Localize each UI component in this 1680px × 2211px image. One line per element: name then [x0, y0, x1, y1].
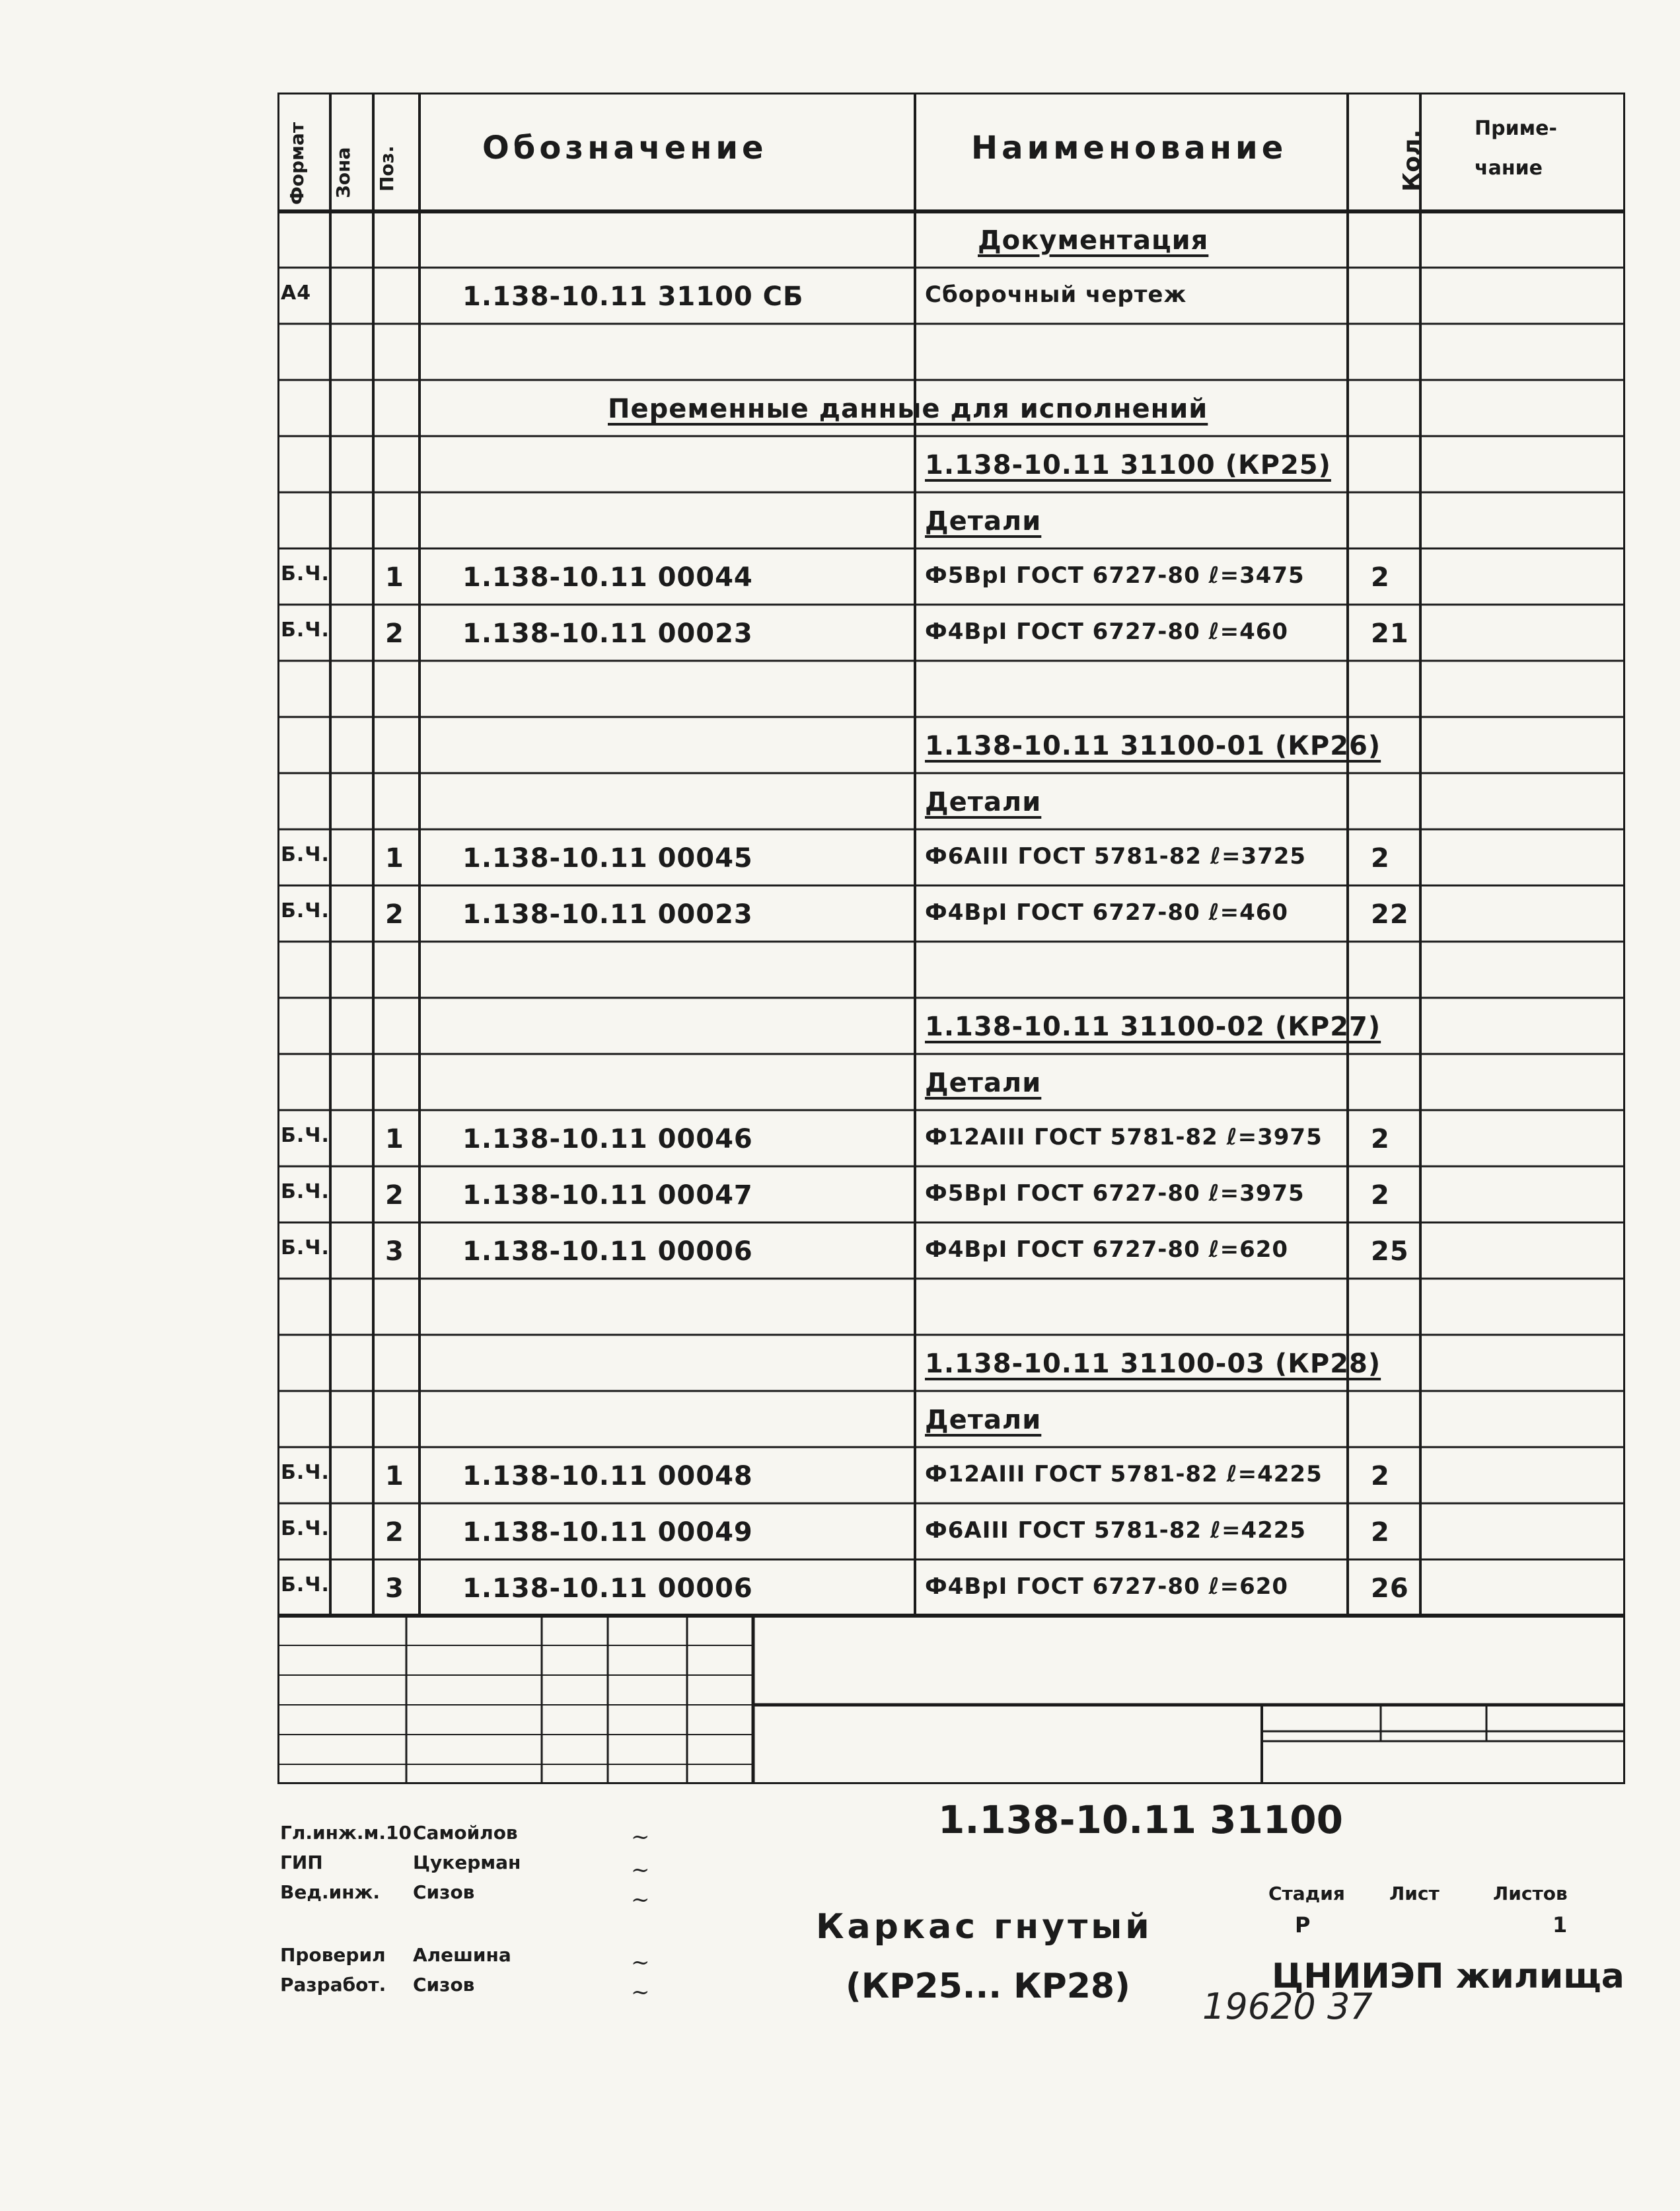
row-0-name: Документация [978, 225, 1209, 256]
row-17-fmt: Б.Ч. [281, 1180, 330, 1203]
row-23-pos: 2 [385, 1517, 404, 1548]
row-17-qty: 2 [1371, 1180, 1390, 1211]
row-18-qty: 25 [1371, 1236, 1409, 1267]
role-person: Алешина [413, 1944, 511, 1966]
row-12-name: Ф4ВрI ГОСТ 6727-80 ℓ=460 [925, 899, 1289, 926]
row-1-name: Сборочный чертеж [925, 281, 1187, 308]
header-pos: Поз. [376, 145, 398, 192]
row-11-pos: 1 [385, 843, 404, 874]
row-22-des: 1.138-10.11 00048 [462, 1461, 753, 1491]
row-23-qty: 2 [1371, 1517, 1390, 1548]
row-16-des: 1.138-10.11 00046 [462, 1124, 753, 1154]
row-24-qty: 26 [1371, 1573, 1409, 1604]
row-15-name: Детали [925, 1068, 1042, 1098]
doc-number: 1.138-10.11 31100 [938, 1797, 1343, 1842]
row-20-name: 1.138-10.11 31100-03 (КР28) [925, 1349, 1381, 1379]
row-12-fmt: Б.Ч. [281, 899, 330, 922]
row-18-name: Ф4ВрI ГОСТ 6727-80 ℓ=620 [925, 1236, 1289, 1263]
row-1-fmt: А4 [281, 281, 312, 305]
header-qty: Кол. [1399, 129, 1426, 192]
row-12-des: 1.138-10.11 00023 [462, 899, 753, 930]
row-22-qty: 2 [1371, 1461, 1390, 1491]
row-6-pos: 1 [385, 562, 404, 593]
specification-sheet [277, 93, 1625, 2006]
header-note-line2: чание [1475, 157, 1543, 180]
row-7-name: Ф4ВрI ГОСТ 6727-80 ℓ=460 [925, 618, 1289, 645]
role-person: Цукерман [413, 1852, 521, 1873]
row-12-qty: 22 [1371, 899, 1409, 930]
role-label: Вед.инж. [280, 1881, 381, 1903]
row-7-pos: 2 [385, 618, 404, 649]
role-label: ГИП [280, 1852, 323, 1873]
stage-value: Р [1295, 1912, 1311, 1937]
row-17-des: 1.138-10.11 00047 [462, 1180, 753, 1211]
row-11-name: Ф6АIII ГОСТ 5781-82 ℓ=3725 [925, 843, 1307, 870]
row-5-name: Детали [925, 506, 1042, 537]
archive-stamp: 19620 37 [1202, 1986, 1373, 2027]
row-18-des: 1.138-10.11 00006 [462, 1236, 753, 1267]
signature-2: ~ [631, 1857, 650, 1883]
sheet-label: Лист [1389, 1883, 1440, 1904]
signature-4: ~ [631, 1949, 650, 1976]
row-18-fmt: Б.Ч. [281, 1236, 330, 1259]
row-10-name: Детали [925, 787, 1042, 817]
row-6-qty: 2 [1371, 562, 1390, 593]
title-line1: Каркас гнутый [816, 1907, 1153, 1947]
row-23-name: Ф6АIII ГОСТ 5781-82 ℓ=4225 [925, 1517, 1307, 1544]
title-line2: (КР25... КР28) [846, 1967, 1130, 2006]
role-label: Разработ. [280, 1974, 386, 1996]
row-21-name: Детали [925, 1405, 1042, 1435]
sheets-label: Листов [1493, 1883, 1568, 1904]
role-person: Сизов [413, 1881, 475, 1903]
header-zone: Зона [332, 147, 354, 198]
row-22-pos: 1 [385, 1461, 404, 1491]
row-6-fmt: Б.Ч. [281, 562, 330, 585]
row-16-name: Ф12АIII ГОСТ 5781-82 ℓ=3975 [925, 1124, 1323, 1150]
row-23-fmt: Б.Ч. [281, 1517, 330, 1540]
row-23-des: 1.138-10.11 00049 [462, 1517, 753, 1548]
row-16-qty: 2 [1371, 1124, 1390, 1154]
header-designation: Обозначение [482, 130, 768, 167]
signature-5: ~ [631, 1979, 650, 2005]
row-16-pos: 1 [385, 1124, 404, 1154]
sheets-value: 1 [1552, 1912, 1568, 1937]
row-7-qty: 21 [1371, 618, 1409, 649]
row-18-pos: 3 [385, 1236, 404, 1267]
row-22-name: Ф12АIII ГОСТ 5781-82 ℓ=4225 [925, 1461, 1323, 1487]
header-format: Формат [286, 122, 308, 205]
row-14-name: 1.138-10.11 31100-02 (КР27) [925, 1012, 1381, 1042]
header-name: Наименование [971, 130, 1288, 167]
signature-3: ~ [631, 1887, 650, 1913]
row-3-des: Переменные данные для исполнений [608, 394, 1208, 424]
row-1-des: 1.138-10.11 31100 СБ [462, 281, 804, 312]
row-24-fmt: Б.Ч. [281, 1573, 330, 1596]
role-person: Сизов [413, 1974, 475, 1996]
signature-1: ~ [631, 1824, 650, 1850]
role-person: Самойлов [413, 1822, 518, 1844]
row-17-pos: 2 [385, 1180, 404, 1211]
row-7-des: 1.138-10.11 00023 [462, 618, 753, 649]
role-label: Гл.инж.м.10 [280, 1822, 412, 1844]
row-11-des: 1.138-10.11 00045 [462, 843, 753, 874]
row-11-fmt: Б.Ч. [281, 843, 330, 866]
row-16-fmt: Б.Ч. [281, 1124, 330, 1147]
row-24-des: 1.138-10.11 00006 [462, 1573, 753, 1604]
stage-label: Стадия [1268, 1883, 1345, 1904]
row-12-pos: 2 [385, 899, 404, 930]
row-24-name: Ф4ВрI ГОСТ 6727-80 ℓ=620 [925, 1573, 1289, 1600]
row-4-name: 1.138-10.11 31100 (КР25) [925, 450, 1331, 480]
role-label: Проверил [280, 1944, 386, 1966]
row-7-fmt: Б.Ч. [281, 618, 330, 642]
row-22-fmt: Б.Ч. [281, 1461, 330, 1484]
row-6-des: 1.138-10.11 00044 [462, 562, 753, 593]
row-9-name: 1.138-10.11 31100-01 (КР26) [925, 731, 1381, 761]
row-17-name: Ф5ВрI ГОСТ 6727-80 ℓ=3975 [925, 1180, 1305, 1207]
row-24-pos: 3 [385, 1573, 404, 1604]
organization: ЦНИИЭП жилища [1272, 1957, 1625, 1996]
row-11-qty: 2 [1371, 843, 1390, 874]
header-note-line1: Приме- [1475, 117, 1557, 140]
row-6-name: Ф5ВрI ГОСТ 6727-80 ℓ=3475 [925, 562, 1305, 589]
